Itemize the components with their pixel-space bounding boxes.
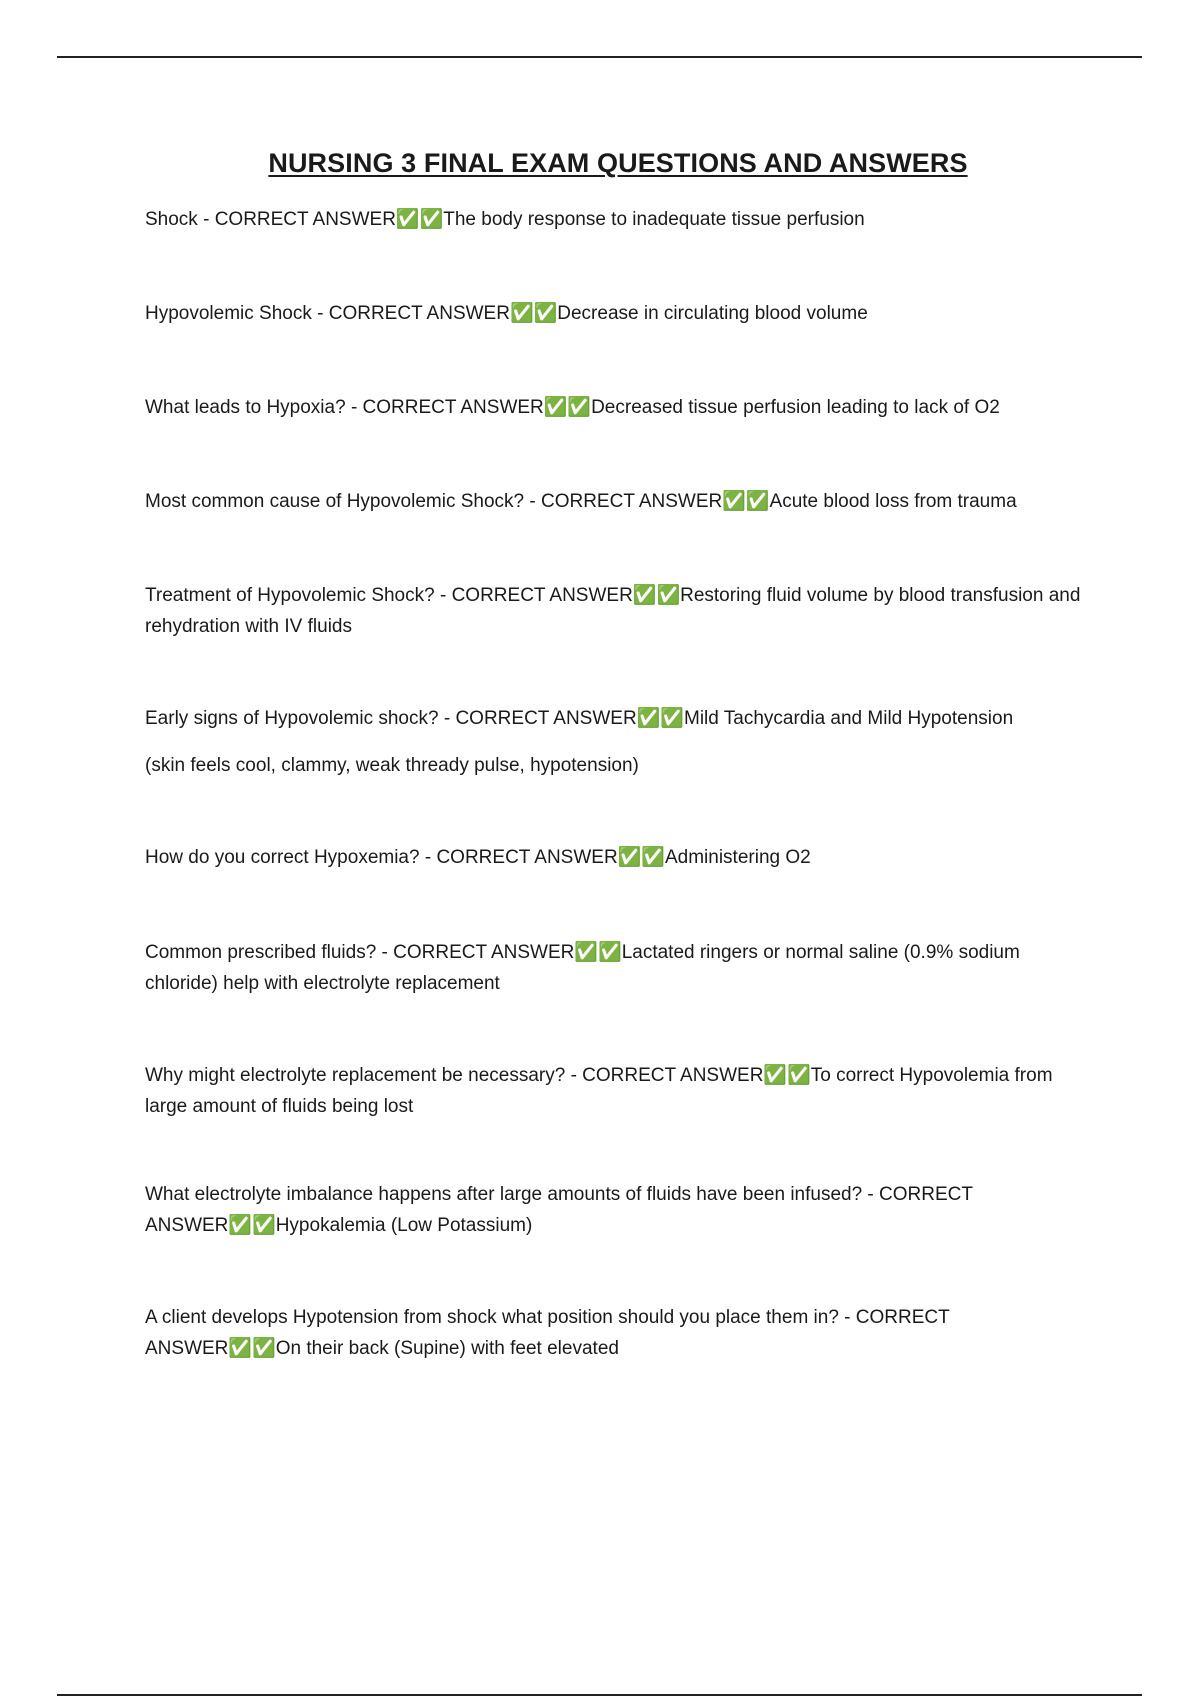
qa-item [145, 1060, 1090, 1122]
qa-text: Common prescribed fluids? - CORRECT ANSWER✅✅Lactated ringers or normal saline (0.9% sodium chloride) help with electrolyte replacement [145, 942, 1020, 994]
qa-text: Treatment of Hypovolemic Shock? - CORRECT ANSWER✅✅Restoring fluid volume by blood transfusion and rehydration with IV fluids [145, 585, 1081, 637]
qa-item [145, 580, 1090, 642]
document-title: NURSING 3 FINAL EXAM QUESTIONS AND ANSWERS [268, 148, 968, 178]
qa-item [145, 842, 1090, 873]
qa-text: What leads to Hypoxia? - CORRECT ANSWER✅✅Decreased tissue perfusion leading to lack of O2 [145, 397, 1000, 418]
qa-item [145, 703, 1090, 781]
qa-item [145, 486, 1090, 517]
qa-text: How do you correct Hypoxemia? - CORRECT ANSWER✅✅Administering O2 [145, 847, 811, 868]
header-rule [57, 56, 1142, 58]
qa-text: Early signs of Hypovolemic shock? - CORRECT ANSWER✅✅Mild Tachycardia and Mild Hypotension [145, 708, 1014, 729]
qa-text: Shock - CORRECT ANSWER✅✅The body response to inadequate tissue perfusion [145, 209, 865, 230]
qa-text: A client develops Hypotension from shock what position should you place them in? - CORRECT ANSWER✅✅On their back (Supine) with feet elevated [145, 1307, 950, 1359]
qa-item [145, 1179, 1090, 1241]
qa-text: Most common cause of Hypovolemic Shock? - CORRECT ANSWER✅✅Acute blood loss from trauma [145, 491, 1017, 512]
qa-item [145, 204, 1090, 235]
qa-text: Hypovolemic Shock - CORRECT ANSWER✅✅Decrease in circulating blood volume [145, 303, 868, 324]
qa-item [145, 392, 1090, 423]
qa-item [145, 298, 1090, 329]
qa-text: What electrolyte imbalance happens after large amounts of fluids have been infused? - CORRECT ANSWER✅✅Hypokalemia (Low Potassium) [145, 1184, 973, 1236]
qa-item [145, 1302, 1090, 1364]
qa-text: Why might electrolyte replacement be necessary? - CORRECT ANSWER✅✅To correct Hypovolemia from large amount of fluids being lost [145, 1065, 1053, 1117]
footer-rule [57, 1694, 1142, 1696]
qa-note: (skin feels cool, clammy, weak thready pulse, hypotension) [145, 755, 639, 776]
qa-item [145, 937, 1090, 999]
